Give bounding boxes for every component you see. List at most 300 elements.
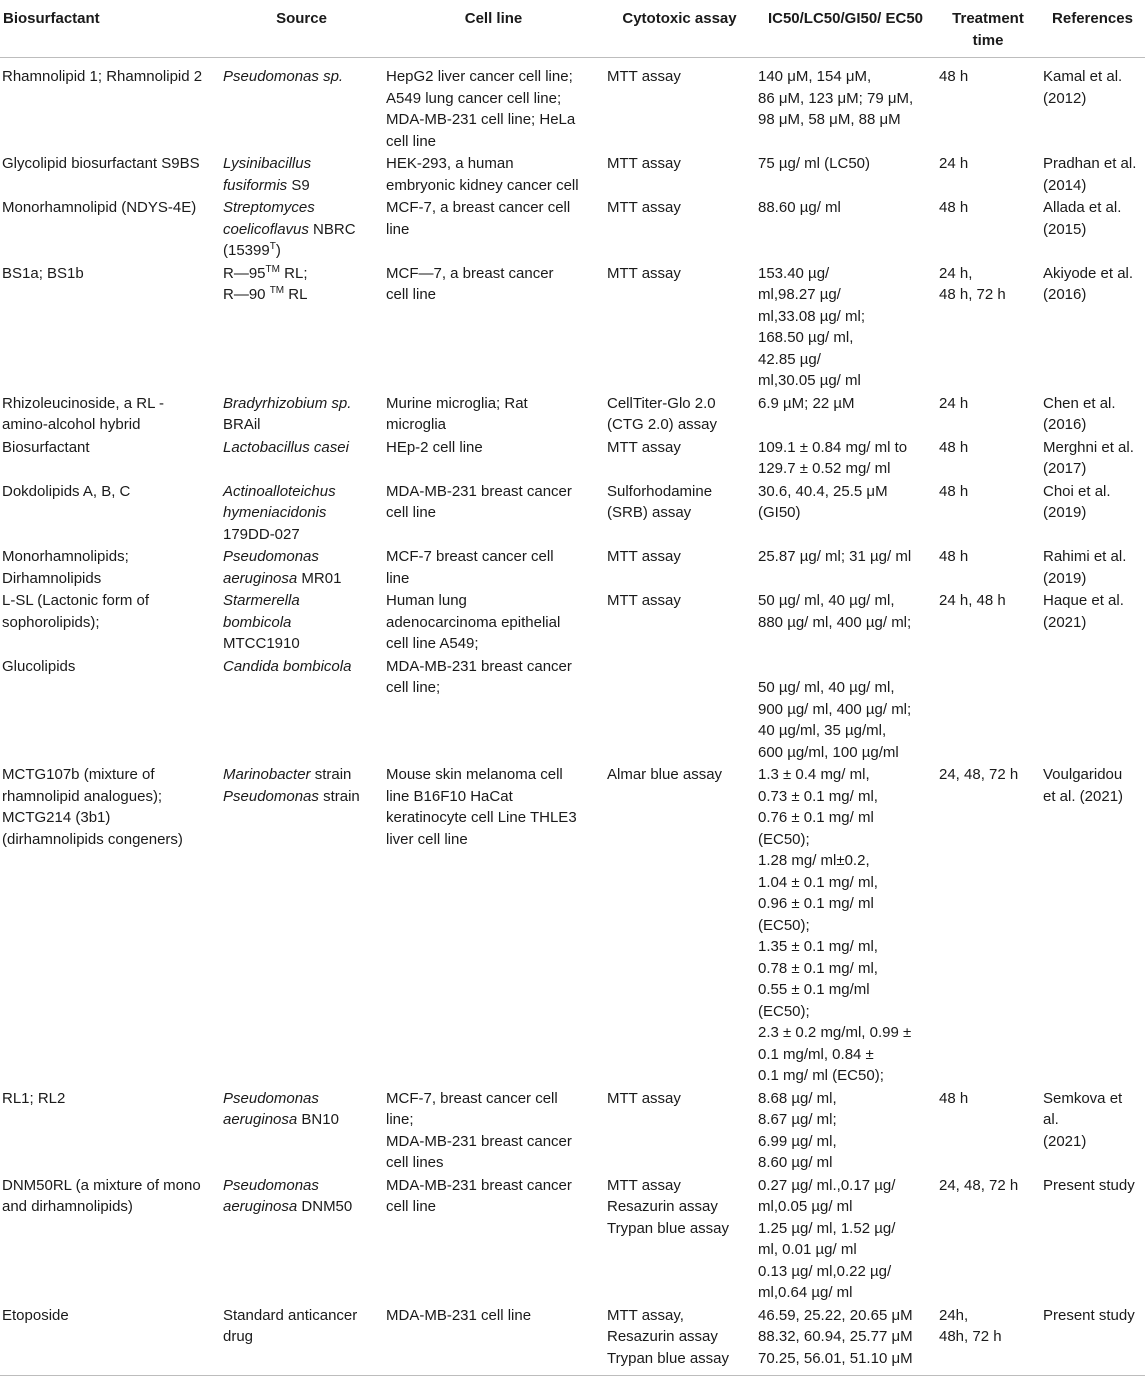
cell-source [220, 196, 383, 262]
cell-cell-line [383, 763, 604, 1087]
ic50-text: 88.32, 60.94, 25.77 μM [758, 1328, 913, 1345]
ic50-text: 109.1 ± 0.84 mg/ ml to [758, 438, 908, 456]
cell-line-text: MCF—7, a breast cancer [386, 264, 554, 282]
cell-ic50 [755, 436, 936, 480]
species-name: Pseudomonas [223, 787, 319, 805]
treatment-time-text: 24, 48, 72 h [939, 766, 1019, 783]
cell-line-text: Murine microglia; Rat [386, 394, 528, 412]
cell-source [220, 1174, 383, 1304]
ic50-text: 8.68 µg/ ml, [758, 1089, 837, 1107]
ic50-text [758, 656, 933, 678]
cell-line-text: HepG2 liver cancer cell line; [386, 68, 573, 85]
assay-text: MTT assay [607, 155, 681, 172]
cell-reference [1040, 1174, 1145, 1304]
ic50-text: 25.87 µg/ ml; 31 µg/ ml [758, 548, 912, 565]
header-treatment-time: Treatment time [936, 0, 1040, 58]
cell-biosurfactant [0, 152, 220, 196]
cell-cell-line [383, 1304, 604, 1376]
cell-ic50 [755, 545, 936, 589]
reference-text: (2014) [1043, 176, 1087, 194]
source-text: aeruginosa DNM50 [223, 1198, 353, 1215]
cell-treatment-time [936, 589, 1040, 655]
ic50-text: (GI50) [758, 504, 801, 521]
cell-cell-line [383, 1087, 604, 1174]
cell-line-text: line [386, 220, 410, 238]
species-name: bombicola [223, 613, 292, 631]
source-text: MTCC1910 [223, 635, 300, 652]
ic50-text: 0.1 mg/ml, 0.84 ± [758, 1045, 874, 1063]
ic50-text: 880 µg/ ml, 400 µg/ ml; [758, 613, 912, 631]
cell-ic50 [755, 196, 936, 262]
header-cytotoxic-assay: Cytotoxic assay [604, 0, 755, 58]
cell-biosurfactant [0, 1174, 220, 1304]
cell-assay [604, 545, 755, 589]
ic50-text: 98 μM, 58 μM, 88 μM [758, 111, 901, 128]
reference-text: (2016) [1043, 286, 1087, 303]
ic50-text: 0.55 ± 0.1 mg/ml [758, 981, 870, 998]
biosurfactant-text: sophorolipids); [2, 613, 100, 631]
table-row [0, 1087, 1145, 1174]
ic50-text: 0.13 µg/ ml,0.22 µg/ [758, 1262, 892, 1280]
cell-reference [1040, 480, 1145, 546]
species-name: aeruginosa [223, 1111, 298, 1128]
assay-text: MTT assay [607, 68, 681, 85]
header-row [0, 0, 1145, 58]
cell-ic50 [755, 1087, 936, 1174]
treatment-time-text: 24, 48, 72 h [939, 1176, 1019, 1194]
species-name: Actinoalloteichus [223, 482, 336, 500]
ic50-text: (EC50); [758, 916, 810, 934]
cell-cell-line [383, 152, 604, 196]
cell-ic50 [755, 763, 936, 1087]
assay-text: MTT assay [607, 592, 681, 609]
cell-source [220, 1087, 383, 1174]
cell-source [220, 589, 383, 655]
cell-cell-line [383, 655, 604, 764]
source-text: BRAil [223, 416, 261, 433]
cell-line-text: A549 lung cancer cell line; [386, 89, 562, 107]
cell-line-text: cell line [386, 286, 437, 303]
ic50-text: ml,0.05 µg/ ml [758, 1198, 853, 1215]
biosurfactant-text: Glucolipids [2, 657, 76, 675]
reference-text: (2016) [1043, 416, 1087, 433]
cell-line-text: keratinocyte cell Line THLE3 [386, 809, 577, 826]
cell-source [220, 655, 383, 764]
ic50-text: 168.50 µg/ ml, [758, 329, 854, 346]
assay-text: MTT assay [607, 264, 681, 282]
reference-text: Voulgaridou [1043, 766, 1123, 783]
reference-text: Pradhan et al. [1043, 155, 1137, 172]
cell-line-text: MDA-MB-231 breast cancer [386, 1176, 572, 1194]
cell-line-text: liver cell line [386, 830, 468, 848]
ic50-text: 30.6, 40.4, 25.5 μM [758, 482, 888, 500]
ic50-text: 46.59, 25.22, 20.65 μM [758, 1306, 913, 1324]
cell-line-text: adenocarcinoma epithelial [386, 613, 561, 631]
ic50-text: 1.25 µg/ ml, 1.52 µg/ [758, 1219, 896, 1237]
cell-line-text: MCF-7, breast cancer cell [386, 1089, 558, 1107]
biosurfactant-text: (dirhamnolipids congeners) [2, 830, 183, 848]
species-name: fusiformis [223, 176, 288, 194]
assay-text: CellTiter-Glo 2.0 [607, 394, 716, 412]
cell-treatment-time [936, 1174, 1040, 1304]
species-name: Pseudomonas [223, 1176, 319, 1194]
treatment-time-text: 48 h, 72 h [939, 286, 1006, 303]
species-name: aeruginosa [223, 1198, 298, 1215]
biosurfactant-text: Glycolipid biosurfactant S9BS [2, 155, 200, 172]
cell-cell-line [383, 196, 604, 262]
cell-line-text: Mouse skin melanoma cell [386, 766, 563, 783]
cell-assay [604, 152, 755, 196]
cell-line-text: HEK-293, a human [386, 155, 514, 172]
header-references: References [1040, 0, 1145, 58]
table-row [0, 655, 1145, 764]
cell-ic50 [755, 392, 936, 436]
assay-text: Sulforhodamine [607, 482, 713, 500]
table-row [0, 763, 1145, 1087]
biosurfactant-text: BS1a; BS1b [2, 264, 84, 282]
ic50-text: ml,33.08 µg/ ml; [758, 307, 866, 325]
table-row [0, 196, 1145, 262]
ic50-text: ml,30.05 µg/ ml [758, 372, 861, 389]
biosurfactant-text: Monorhamnolipids; [2, 548, 129, 565]
superscript: TM [265, 263, 280, 275]
cell-treatment-time [936, 763, 1040, 1087]
cell-assay [604, 1304, 755, 1376]
ic50-text: 0.73 ± 0.1 mg/ ml, [758, 787, 878, 805]
cell-treatment-time [936, 392, 1040, 436]
biosurfactant-text: and dirhamnolipids) [2, 1198, 133, 1215]
cell-treatment-time [936, 58, 1040, 153]
cell-cell-line [383, 1174, 604, 1304]
source-text [223, 481, 380, 503]
cell-ic50 [755, 1174, 936, 1304]
ic50-text: 129.7 ± 0.52 mg/ ml [758, 460, 891, 477]
cell-reference [1040, 392, 1145, 436]
assay-text: Resazurin assay [607, 1198, 718, 1215]
cell-line-text: cell lines [386, 1154, 444, 1171]
reference-text: Present study [1043, 1306, 1135, 1324]
source-text [223, 612, 380, 634]
cell-assay [604, 1087, 755, 1174]
cell-line-text: line B16F10 HaCat [386, 787, 513, 805]
cell-ic50 [755, 480, 936, 546]
treatment-time-text: 24 h, 48 h [939, 592, 1006, 609]
assay-text: MTT assay [607, 438, 681, 456]
source-text: aeruginosa BN10 [223, 1111, 339, 1128]
assay-text: MTT assay [607, 1089, 681, 1107]
cell-cell-line [383, 589, 604, 655]
source-text: R—90 ™ RL [223, 285, 308, 303]
cell-line-text: cell line [386, 1198, 437, 1215]
cell-source [220, 152, 383, 196]
reference-text: (2021) [1043, 613, 1087, 631]
ic50-text: 50 µg/ ml, 40 µg/ ml, [758, 679, 895, 696]
cell-source [220, 58, 383, 153]
cell-line-text: cell line A549; [386, 635, 479, 652]
cell-line-text: embryonic kidney cancer cell [386, 176, 579, 194]
species-name: Streptomyces [223, 199, 315, 216]
cell-cell-line [383, 58, 604, 153]
biosurfactant-text: Biosurfactant [2, 438, 90, 456]
cell-source [220, 436, 383, 480]
source-text: Standard anticancer [223, 1306, 358, 1324]
biosurfactant-text: L-SL (Lactonic form of [2, 592, 150, 609]
cell-line-text: MDA-MB-231 cell line [386, 1306, 532, 1324]
cell-line-text: cell line; [386, 679, 441, 696]
cell-line-text: MCF-7 breast cancer cell [386, 548, 554, 565]
cell-cell-line [383, 392, 604, 436]
ic50-text: 1.28 mg/ ml±0.2, [758, 852, 870, 869]
cell-treatment-time [936, 152, 1040, 196]
cell-biosurfactant [0, 392, 220, 436]
biosurfactant-text: Rhizoleucinoside, a RL - [2, 394, 165, 412]
treatment-time-text: 48 h [939, 68, 969, 85]
source-text: Pseudomonas strain [223, 787, 360, 805]
species-name: Pseudomonas [223, 548, 319, 565]
ic50-text: 1.3 ± 0.4 mg/ ml, [758, 766, 870, 783]
ic50-text: (EC50); [758, 830, 810, 848]
cell-line-text: cell line [386, 132, 437, 150]
cell-ic50 [755, 58, 936, 153]
cell-assay [604, 58, 755, 153]
superscript: T [269, 241, 276, 252]
cell-assay [604, 262, 755, 392]
header-source: Source [220, 0, 383, 58]
reference-text: Akiyode et al. [1043, 264, 1134, 282]
cell-reference [1040, 58, 1145, 153]
cell-biosurfactant [0, 480, 220, 546]
species-name: Lactobacillus casei [223, 438, 349, 456]
cell-reference [1040, 152, 1145, 196]
source-text [223, 502, 380, 524]
biosurfactant-text: Dokdolipids A, B, C [2, 482, 131, 500]
table-row [0, 1304, 1145, 1376]
cell-line-text: MCF-7, a breast cancer cell [386, 199, 571, 216]
cell-ic50 [755, 1304, 936, 1376]
table-row [0, 1174, 1145, 1304]
ic50-text: 8.60 µg/ ml [758, 1154, 833, 1171]
reference-text: (2021) [1043, 1132, 1087, 1150]
cell-assay [604, 655, 755, 764]
cell-assay [604, 196, 755, 262]
ic50-text: 40 µg/ml, 35 µg/ml, [758, 722, 887, 739]
cell-treatment-time [936, 1087, 1040, 1174]
ic50-text: 6.99 µg/ ml, [758, 1132, 837, 1150]
species-name: Lysinibacillus [223, 155, 312, 172]
reference-text: Chen et al. [1043, 394, 1116, 412]
table-row [0, 58, 1145, 153]
cell-assay [604, 436, 755, 480]
cell-reference [1040, 436, 1145, 480]
ic50-text: 140 μM, 154 μM, [758, 68, 872, 85]
assay-text: MTT assay [607, 548, 681, 565]
treatment-time-text: 48 h [939, 482, 969, 500]
source-text: aeruginosa MR01 [223, 569, 342, 587]
treatment-time-text: 48 h [939, 199, 969, 216]
cell-assay [604, 763, 755, 1087]
source-text [223, 656, 380, 678]
source-text [223, 197, 380, 219]
ic50-text: ml, 0.01 µg/ ml [758, 1241, 857, 1258]
biosurfactant-text: Dirhamnolipids [2, 569, 102, 587]
ic50-text: 75 µg/ ml (LC50) [758, 155, 871, 172]
cell-cell-line [383, 480, 604, 546]
cell-biosurfactant [0, 196, 220, 262]
header-cell-line: Cell line [383, 0, 604, 58]
source-text [223, 153, 380, 175]
cell-biosurfactant [0, 1087, 220, 1174]
species-name: Starmerella [223, 592, 300, 609]
biosurfactant-text: DNM50RL (a mixture of mono [2, 1176, 201, 1194]
cell-treatment-time [936, 436, 1040, 480]
cell-biosurfactant [0, 763, 220, 1087]
treatment-time-text: 24 h [939, 155, 969, 172]
header-biosurfactant: Biosurfactant [0, 0, 220, 58]
ic50-text: 0.96 ± 0.1 mg/ ml [758, 895, 874, 912]
cell-reference [1040, 589, 1145, 655]
reference-text: (2012) [1043, 89, 1087, 107]
assay-text: Resazurin assay [607, 1328, 718, 1345]
biosurfactant-text: rhamnolipid analogues); [2, 787, 163, 805]
cell-treatment-time [936, 262, 1040, 392]
ic50-text: 1.35 ± 0.1 mg/ ml, [758, 938, 878, 955]
ic50-text: 88.60 µg/ ml [758, 199, 841, 216]
biosurfactant-text: amino-alcohol hybrid [2, 416, 141, 433]
assay-text: Almar blue assay [607, 766, 723, 783]
source-text [223, 393, 380, 415]
cell-reference [1040, 763, 1145, 1087]
reference-text: Allada et al. [1043, 199, 1122, 216]
reference-text: (2019) [1043, 569, 1087, 587]
treatment-time-text: 48h, 72 h [939, 1328, 1002, 1345]
cell-source [220, 480, 383, 546]
cell-reference [1040, 262, 1145, 392]
cell-line-text: line [386, 569, 410, 587]
cell-line-text: microglia [386, 416, 447, 433]
biosurfactant-text: MCTG107b (mixture of [2, 766, 155, 783]
table-row [0, 480, 1145, 546]
source-text [223, 66, 380, 88]
biosurfactant-text: Etoposide [2, 1306, 69, 1324]
cell-source [220, 545, 383, 589]
reference-text: Merghni et al. [1043, 438, 1134, 456]
reference-text: Choi et al. [1043, 482, 1111, 500]
source-text [223, 1088, 380, 1110]
biosurfactant-text: MCTG214 (3b1) [2, 809, 111, 826]
source-text: $(15399^T)$ [223, 241, 281, 259]
assay-text: (SRB) assay [607, 504, 692, 521]
source-text [223, 437, 380, 459]
cell-assay [604, 480, 755, 546]
reference-text: Haque et al. [1043, 592, 1124, 609]
reference-text: (2017) [1043, 460, 1087, 477]
cell-ic50 [755, 589, 936, 655]
species-name: Pseudomonas [223, 1089, 319, 1107]
cell-reference [1040, 655, 1145, 764]
biosurfactant-text: RL1; RL2 [2, 1089, 66, 1107]
reference-text: Rahimi et al. [1043, 548, 1127, 565]
cell-assay [604, 1174, 755, 1304]
ic50-text: ml,98.27 µg/ [758, 286, 841, 303]
cell-cell-line [383, 436, 604, 480]
source-text: coelicoflavus NBRC [223, 220, 356, 238]
treatment-time-text: 48 h [939, 1089, 969, 1107]
treatment-time-text: 48 h [939, 438, 969, 456]
cell-line-text: MDA-MB-231 breast cancer [386, 657, 572, 675]
ic50-text: 900 µg/ ml, 400 µg/ ml; [758, 700, 912, 718]
table-row [0, 545, 1145, 589]
cell-treatment-time [936, 545, 1040, 589]
cell-ic50 [755, 152, 936, 196]
table-row [0, 436, 1145, 480]
treatment-time-text: 48 h [939, 548, 969, 565]
source-text [223, 1175, 380, 1197]
ic50-text: 50 µg/ ml, 40 µg/ ml, [758, 592, 895, 609]
ic50-text: 86 μM, 123 μM; 79 μM, [758, 89, 914, 107]
reference-text: (2015) [1043, 220, 1087, 238]
cell-biosurfactant [0, 1304, 220, 1376]
cell-source [220, 1304, 383, 1376]
assay-text: (CTG 2.0) assay [607, 416, 718, 433]
species-name: hymeniacidonis [223, 504, 327, 521]
cell-treatment-time [936, 655, 1040, 764]
ic50-text: 600 µg/ml, 100 µg/ml [758, 743, 899, 761]
treatment-time-text: 24 h, [939, 264, 973, 282]
cell-line-text: MDA-MB-231 breast cancer [386, 1132, 572, 1150]
cell-treatment-time [936, 196, 1040, 262]
cell-cell-line [383, 262, 604, 392]
source-text: fusiformis S9 [223, 176, 310, 194]
biosurfactant-text: Rhamnolipid 1; Rhamnolipid 2 [2, 68, 203, 85]
cell-biosurfactant [0, 262, 220, 392]
table-row [0, 589, 1145, 655]
cell-line-text: Human lung [386, 592, 467, 609]
cell-biosurfactant [0, 436, 220, 480]
reference-text: (2019) [1043, 504, 1087, 521]
cell-biosurfactant [0, 655, 220, 764]
assay-text: MTT assay [607, 199, 681, 216]
table-row [0, 392, 1145, 436]
reference-text: Present study [1043, 1176, 1135, 1194]
source-text [223, 546, 380, 568]
ic50-text: (EC50); [758, 1002, 810, 1020]
ic50-text: 8.67 µg/ ml; [758, 1111, 837, 1128]
cell-source [220, 763, 383, 1087]
assay-text: Trypan blue assay [607, 1219, 730, 1237]
cell-treatment-time [936, 480, 1040, 546]
cell-biosurfactant [0, 589, 220, 655]
ic50-text: 6.9 µM; 22 µM [758, 394, 855, 412]
species-name: Marinobacter [223, 766, 311, 783]
table-row [0, 262, 1145, 392]
table-row [0, 152, 1145, 196]
ic50-text: 0.1 mg/ ml (EC50); [758, 1067, 884, 1084]
cell-assay [604, 392, 755, 436]
assay-text: Trypan blue assay [607, 1349, 730, 1367]
reference-text: et al. (2021) [1043, 787, 1124, 805]
cell-reference [1040, 1087, 1145, 1174]
cell-line-text: line; [386, 1111, 414, 1128]
cell-reference [1040, 1304, 1145, 1376]
cell-line-text: cell line [386, 504, 437, 521]
cell-biosurfactant [0, 545, 220, 589]
species-name: coelicoflavus [223, 220, 309, 238]
cell-line-text: MDA-MB-231 breast cancer [386, 482, 572, 500]
cell-line-text: MDA-MB-231 cell line; HeLa [386, 111, 576, 128]
species-name: Candida bombicola [223, 657, 352, 675]
species-name: Bradyrhizobium sp. [223, 394, 352, 412]
ic50-text: 70.25, 56.01, 51.10 μM [758, 1349, 913, 1367]
